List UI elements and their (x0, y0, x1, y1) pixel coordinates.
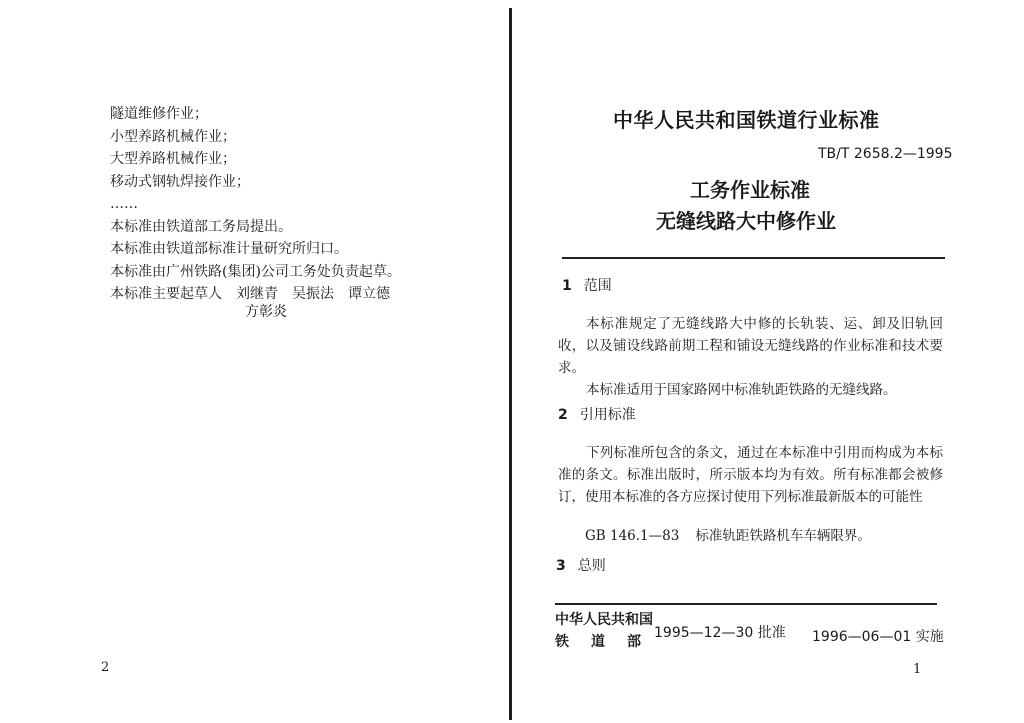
section-number: 1 (562, 278, 572, 294)
reference-title: 标准轨距铁路机车车辆限界。 (695, 528, 871, 544)
section-number: 3 (556, 558, 566, 574)
work-item: 移动式钢轨焊接作业； (110, 173, 250, 190)
section-heading-scope (562, 275, 612, 295)
drafters-statement: 本标准主要起草人 刘继青 吴振法 谭立德 (110, 286, 390, 302)
references-paragraph: 下列标准所包含的条文，通过在本标准中引用而构成为本标准的条文。标准出版时，所示版本均为有效。所有标准都会被修订，使用本标准的各方应探讨使用下列标准最新版本的可能性 (558, 445, 943, 505)
page-number-right: 1 (913, 662, 922, 677)
proposer-statement: 本标准由铁道部工务局提出。 (110, 218, 292, 235)
section-title: 总则 (577, 558, 606, 574)
issuing-authority-line2: 铁道部 (555, 634, 663, 650)
section-heading-general (556, 555, 606, 575)
reference-entry (585, 524, 871, 544)
standard-title-line2: 无缝线路大中修作业 (656, 209, 836, 233)
scope-paragraph-2: 本标准适用于国家路网中标准轨距铁路的无缝线路。 (586, 382, 897, 398)
left-text-block (110, 103, 401, 306)
section-number: 2 (558, 407, 568, 423)
work-item: 大型养路机械作业； (110, 151, 236, 167)
section-title: 引用标准 (579, 407, 636, 423)
drafter-name: 方彰炎 (245, 304, 287, 320)
reference-code: GB 146.1—83 (585, 528, 680, 544)
scope-paragraph-1: 本标准规定了无缝线路大中修的长轨装、运、卸及旧轨回收，以及铺设线路前期工程和铺设无缝线路的作业标准和技术要求。 (558, 316, 943, 376)
administrator-statement: 本标准由铁道部标准计量研究所归口。 (110, 241, 348, 257)
standard-organization-heading: 中华人民共和国铁道行业标准 (613, 108, 880, 132)
ellipsis: …… (110, 196, 138, 212)
section-heading-references (558, 404, 636, 424)
work-item: 小型养路机械作业； (110, 128, 236, 145)
standard-title-line1: 工务作业标准 (690, 178, 810, 202)
page-number-left: 2 (101, 660, 110, 675)
implementation-date: 1996—06—01 实施 (812, 629, 944, 645)
section-title: 范围 (583, 278, 612, 294)
book-spine (509, 8, 512, 720)
drafting-unit-statement: 本标准由广州铁路(集团)公司工务处负责起草。 (110, 263, 401, 280)
standard-code: TB/T 2658.2—1995 (818, 146, 953, 162)
header-rule (562, 257, 945, 259)
footer-rule (555, 603, 937, 605)
issuing-authority (555, 609, 663, 653)
issuing-authority-line1: 中华人民共和国 (555, 612, 653, 628)
approval-date: 1995—12—30 批准 (654, 625, 786, 641)
work-item: 隧道维修作业； (110, 106, 208, 122)
